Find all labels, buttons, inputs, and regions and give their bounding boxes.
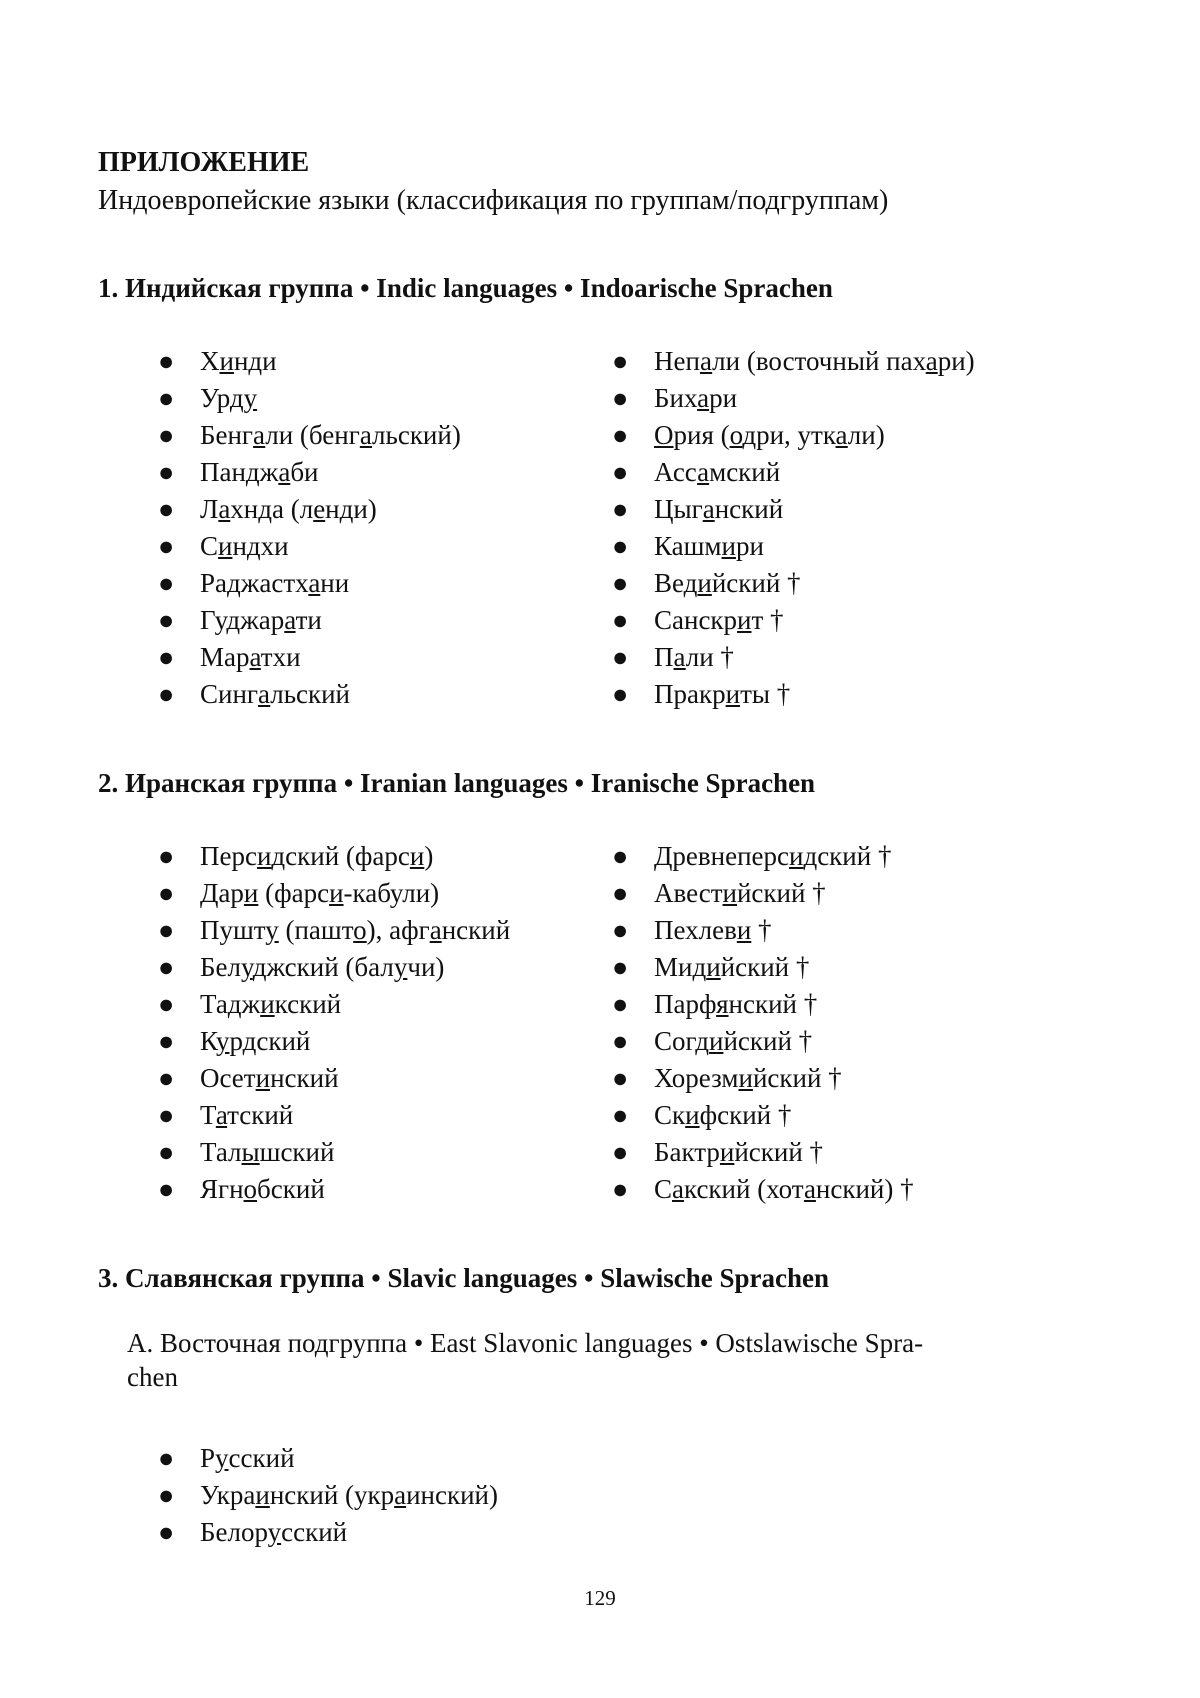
bullet-icon: ●	[612, 568, 629, 598]
language-item: ● Синдхи	[158, 528, 461, 565]
language-item: ● Ведийский †	[612, 565, 975, 602]
stressed-vowel: и	[706, 952, 721, 982]
bullet-icon: ●	[612, 841, 629, 871]
language-item: ● Татский	[158, 1097, 510, 1134]
bullet-icon: ●	[612, 1174, 629, 1204]
stressed-vowel: а	[702, 494, 715, 524]
bullet-icon: ●	[612, 1063, 629, 1093]
bullet-icon: ●	[612, 989, 629, 1019]
language-item: ● Согдийский †	[612, 1023, 914, 1060]
bullet-icon: ●	[612, 642, 629, 672]
bullet-icon: ●	[612, 531, 629, 561]
stressed-vowel: е	[313, 494, 326, 524]
language-item: ● Парфянский †	[612, 986, 914, 1023]
bullet-icon: ●	[158, 494, 175, 524]
bullet-icon: ●	[612, 346, 629, 376]
group-heading-iranian: 2. Иранская группа • Iranian languages • Iranische Sprachen	[98, 768, 816, 798]
bullet-icon: ●	[612, 1026, 629, 1056]
east-slavic-languages-list	[158, 1440, 498, 1551]
language-item: ● Хорезмийский †	[612, 1060, 914, 1097]
stressed-vowel: и	[260, 989, 275, 1019]
language-item: ● Пушту (пашто), афганский	[158, 912, 510, 949]
bullet-icon: ●	[158, 952, 175, 982]
bullet-icon: ●	[158, 605, 175, 635]
bullet-icon: ●	[158, 1026, 175, 1056]
bullet-icon: ●	[612, 679, 629, 709]
stressed-vowel: и	[697, 568, 712, 598]
language-item: ● Бенгали (бенгальский)	[158, 417, 461, 454]
iranian-languages-list-left	[158, 838, 510, 1208]
stressed-vowel: и	[243, 878, 259, 908]
stressed-vowel: о	[243, 1174, 258, 1204]
language-item: ● Персидский (фарси)	[158, 838, 510, 875]
bullet-icon: ●	[158, 1063, 175, 1093]
language-item: ● Сингальский	[158, 676, 461, 713]
language-item: ● Сакский (хотанский) †	[612, 1171, 914, 1208]
language-item: ● Курдский	[158, 1023, 510, 1060]
stressed-vowel: и	[255, 1063, 271, 1093]
stressed-vowel: у	[243, 383, 258, 413]
stressed-vowel: и	[738, 1063, 753, 1093]
bullet-icon: ●	[158, 989, 175, 1019]
stressed-vowel: а	[394, 1480, 407, 1510]
stressed-vowel: я	[716, 989, 729, 1019]
language-item: ● Пали †	[612, 639, 975, 676]
language-item: ● Скифский †	[612, 1097, 914, 1134]
language-item: ● Бихари	[612, 380, 975, 417]
stressed-vowel: а	[359, 420, 373, 450]
stressed-vowel: и	[219, 346, 234, 376]
stressed-vowel: и	[685, 1100, 700, 1130]
language-item: ● Кашмири	[612, 528, 975, 565]
stressed-vowel: и	[218, 531, 233, 561]
stressed-vowel: а	[697, 457, 710, 487]
stressed-vowel: а	[218, 494, 231, 524]
stressed-vowel: о	[729, 420, 743, 450]
bullet-icon: ●	[158, 383, 175, 413]
bullet-icon: ●	[158, 878, 175, 908]
bullet-icon: ●	[158, 568, 175, 598]
bullet-icon: ●	[158, 1443, 175, 1473]
bullet-icon: ●	[612, 952, 629, 982]
stressed-vowel: и	[721, 531, 736, 561]
stressed-vowel: а	[257, 679, 271, 709]
language-item: ● Таджикский	[158, 986, 510, 1023]
stressed-vowel: и	[708, 1026, 724, 1056]
language-item: ● Мидийский †	[612, 949, 914, 986]
iranian-languages-list-right	[612, 838, 914, 1208]
language-item: ● Талышский	[158, 1134, 510, 1171]
language-item: ● Авестийский †	[612, 875, 914, 912]
stressed-vowel: а	[284, 605, 296, 635]
group-heading-indic: 1. Индийская группа • Indic languages • Indoarische Sprachen	[98, 273, 833, 303]
stressed-vowel: и	[722, 878, 737, 908]
bullet-icon: ●	[158, 915, 175, 945]
stressed-vowel: а	[249, 642, 261, 672]
stressed-vowel: и	[789, 841, 804, 871]
language-item: ● Цыганский	[612, 491, 975, 528]
stressed-vowel: у	[267, 1517, 282, 1547]
stressed-vowel: а	[278, 457, 291, 487]
bullet-icon: ●	[158, 841, 175, 871]
stressed-vowel: и	[719, 1137, 735, 1167]
stressed-vowel: у	[215, 1443, 229, 1473]
subgroup-heading-east-slavic: А. Восточная подгруппа • East Slavonic languages • Ostslawische Spra- chen	[127, 1328, 924, 1392]
indic-languages-list-left	[158, 343, 461, 713]
language-item: ● Непали (восточный пахари)	[612, 343, 975, 380]
stressed-vowel: у	[393, 952, 408, 982]
stressed-vowel: у	[240, 952, 253, 982]
bullet-icon: ●	[158, 642, 175, 672]
language-item: ● Дари (фарси-кабули)	[158, 875, 510, 912]
bullet-icon: ●	[158, 531, 175, 561]
bullet-icon: ●	[158, 1137, 175, 1167]
bullet-icon: ●	[612, 1100, 629, 1130]
bullet-icon: ●	[612, 605, 629, 635]
stressed-vowel: а	[835, 420, 848, 450]
bullet-icon: ●	[612, 457, 629, 487]
stressed-vowel: а	[697, 383, 710, 413]
stressed-vowel: а	[429, 915, 442, 945]
stressed-vowel: а	[253, 420, 266, 450]
bullet-icon: ●	[158, 346, 175, 376]
language-item: ● Санскрит †	[612, 602, 975, 639]
appendix-subtitle: Индоевропейские языки (классификация по группам/подгруппам)	[98, 185, 889, 216]
stressed-vowel: а	[215, 1100, 228, 1130]
bullet-icon: ●	[158, 679, 175, 709]
bullet-icon: ●	[612, 383, 629, 413]
language-item: ● Маратхи	[158, 639, 461, 676]
bullet-icon: ●	[158, 457, 175, 487]
language-item: ● Ассамский	[612, 454, 975, 491]
bullet-icon: ●	[612, 420, 629, 450]
language-item: ● Раджастхани	[158, 565, 461, 602]
language-item: ● Украинский (украинский)	[158, 1477, 498, 1514]
language-item: ● Урду	[158, 380, 461, 417]
stressed-vowel: а	[672, 1174, 684, 1204]
bullet-icon: ●	[612, 878, 629, 908]
language-item: ● Ягнобский	[158, 1171, 510, 1208]
language-item: ● Пракриты †	[612, 676, 975, 713]
language-item: ● Ория (одри, уткали)	[612, 417, 975, 454]
stressed-vowel: и	[737, 605, 752, 635]
language-item: ● Панджаби	[158, 454, 461, 491]
bullet-icon: ●	[158, 1174, 175, 1204]
language-item: ● Белорусский	[158, 1514, 498, 1551]
language-item: ● Древнеперсидский †	[612, 838, 914, 875]
stressed-vowel: О	[654, 420, 674, 450]
stressed-vowel: и	[255, 1480, 270, 1510]
bullet-icon: ●	[612, 915, 629, 945]
language-item: ● Русский	[158, 1440, 498, 1477]
stressed-vowel: и	[256, 841, 272, 871]
stressed-vowel: ы	[241, 1137, 260, 1167]
bullet-icon: ●	[158, 420, 175, 450]
bullet-icon: ●	[158, 1517, 175, 1547]
stressed-vowel: и	[409, 841, 425, 871]
bullet-icon: ●	[612, 1137, 629, 1167]
stressed-vowel: у	[215, 1026, 230, 1056]
page-number: 129	[584, 1586, 616, 1610]
language-item: ● Пехлеви †	[612, 912, 914, 949]
group-heading-slavic: 3. Славянская группа • Slavic languages • Slawische Sprachen	[98, 1263, 830, 1293]
appendix-title: ПРИЛОЖЕНИЕ	[98, 147, 310, 178]
indic-languages-list-right	[612, 343, 975, 713]
language-item: ● Лахнда (ленди)	[158, 491, 461, 528]
stressed-vowel: а	[699, 346, 713, 376]
stressed-vowel: о	[353, 915, 367, 945]
stressed-vowel: у	[265, 915, 279, 945]
stressed-vowel: а	[803, 1174, 816, 1204]
language-item: ● Гуджарати	[158, 602, 461, 639]
language-item: ● Бактрийский †	[612, 1134, 914, 1171]
stressed-vowel: и	[725, 679, 741, 709]
stressed-vowel: и	[736, 915, 752, 945]
stressed-vowel: а	[673, 642, 686, 672]
bullet-icon: ●	[158, 1480, 175, 1510]
stressed-vowel: а	[308, 568, 321, 598]
bullet-icon: ●	[158, 1100, 175, 1130]
stressed-vowel: и	[329, 878, 344, 908]
bullet-icon: ●	[612, 494, 629, 524]
language-item: ● Осетинский	[158, 1060, 510, 1097]
language-item: ● Хинди	[158, 343, 461, 380]
language-item: ● Белуджский (балучи)	[158, 949, 510, 986]
stressed-vowel: а	[925, 346, 938, 376]
